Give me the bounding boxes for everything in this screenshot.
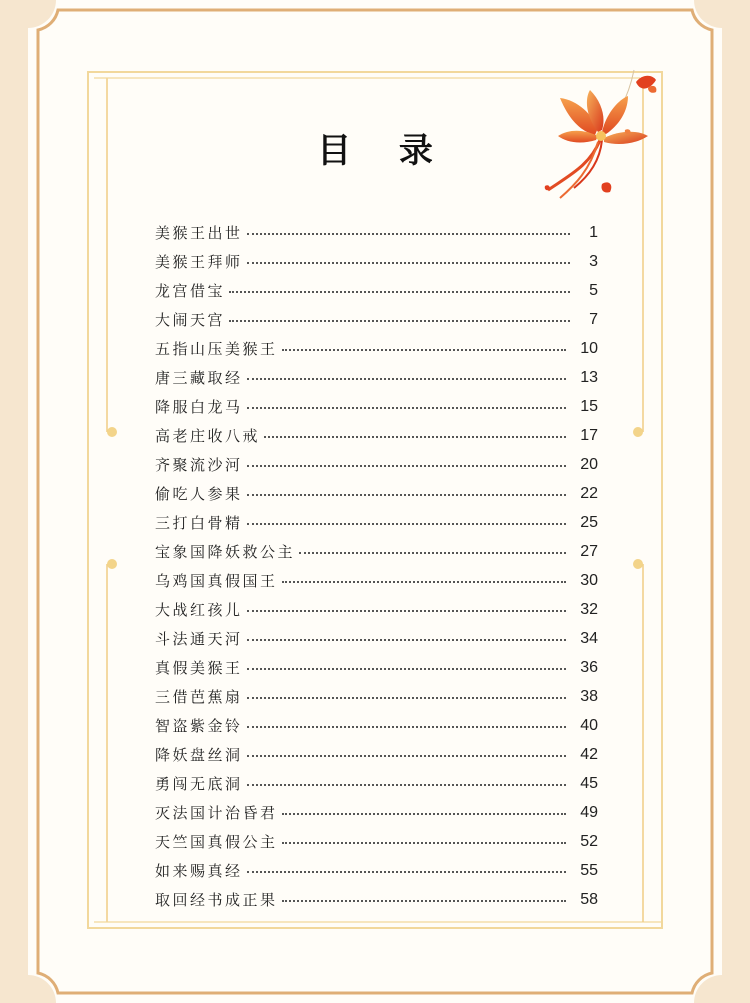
toc-entry-page: 17 bbox=[580, 426, 598, 444]
toc-entry[interactable] bbox=[155, 595, 598, 624]
toc-entry-title: 斗法通天河 bbox=[155, 630, 243, 648]
toc-entry[interactable] bbox=[155, 450, 598, 479]
toc-entry[interactable] bbox=[155, 885, 598, 914]
toc-entry-page: 45 bbox=[580, 774, 598, 792]
toc-entry[interactable] bbox=[155, 247, 598, 276]
toc-entry-title: 天竺国真假公主 bbox=[155, 833, 278, 851]
toc-entry-page: 58 bbox=[580, 890, 598, 908]
toc-entry-leader bbox=[247, 407, 566, 409]
toc-entry-page: 25 bbox=[580, 513, 598, 531]
toc-entry[interactable] bbox=[155, 508, 598, 537]
toc-entry[interactable] bbox=[155, 566, 598, 595]
toc-entry[interactable] bbox=[155, 769, 598, 798]
toc-entry-page: 3 bbox=[589, 252, 598, 270]
toc-entry-title: 勇闯无底洞 bbox=[155, 775, 243, 793]
toc-entry[interactable] bbox=[155, 421, 598, 450]
toc-entry[interactable] bbox=[155, 218, 598, 247]
toc-entry-page: 52 bbox=[580, 832, 598, 850]
toc-entry-page: 40 bbox=[580, 716, 598, 734]
toc-entry-title: 龙宫借宝 bbox=[155, 282, 226, 300]
toc-entry[interactable] bbox=[155, 363, 598, 392]
toc-entry-leader bbox=[247, 726, 566, 728]
toc-entry-page: 20 bbox=[580, 455, 598, 473]
toc-entry-title: 高老庄收八戒 bbox=[155, 427, 261, 445]
toc-entry-leader bbox=[229, 291, 570, 293]
toc-entry-leader bbox=[247, 494, 566, 496]
toc-entry[interactable] bbox=[155, 827, 598, 856]
toc-entry-title: 乌鸡国真假国王 bbox=[155, 572, 278, 590]
toc-entry-page: 13 bbox=[580, 368, 598, 386]
toc-entry-title: 灭法国计治昏君 bbox=[155, 804, 278, 822]
toc-entry-title: 三借芭蕉扇 bbox=[155, 688, 243, 706]
toc-entry[interactable] bbox=[155, 682, 598, 711]
toc-entry-leader bbox=[247, 378, 566, 380]
toc-entry-leader bbox=[247, 233, 570, 235]
toc-entry-title: 智盗紫金铃 bbox=[155, 717, 243, 735]
toc-entry-leader bbox=[247, 871, 566, 873]
toc-entry-leader bbox=[247, 755, 566, 757]
toc-entry-leader bbox=[229, 320, 570, 322]
toc-entry-leader bbox=[282, 581, 566, 583]
toc-entry-leader bbox=[247, 523, 566, 525]
toc-entry-page: 32 bbox=[580, 600, 598, 618]
toc-entry[interactable] bbox=[155, 392, 598, 421]
toc-entry-title: 如来赐真经 bbox=[155, 862, 243, 880]
toc-list bbox=[155, 218, 598, 914]
toc-entry-leader bbox=[264, 436, 566, 438]
toc-entry[interactable] bbox=[155, 740, 598, 769]
toc-entry-page: 30 bbox=[580, 571, 598, 589]
toc-entry-title: 大闹天宫 bbox=[155, 311, 226, 329]
toc-entry[interactable] bbox=[155, 537, 598, 566]
toc-entry-title: 大战红孩儿 bbox=[155, 601, 243, 619]
toc-entry-title: 真假美猴王 bbox=[155, 659, 243, 677]
toc-entry-page: 7 bbox=[589, 310, 598, 328]
toc-entry-page: 36 bbox=[580, 658, 598, 676]
toc-entry-title: 降妖盘丝洞 bbox=[155, 746, 243, 764]
toc-entry[interactable] bbox=[155, 276, 598, 305]
toc-entry-title: 唐三藏取经 bbox=[155, 369, 243, 387]
toc-entry[interactable] bbox=[155, 334, 598, 363]
toc-entry-page: 27 bbox=[580, 542, 598, 560]
toc-entry-page: 1 bbox=[589, 223, 598, 241]
toc-entry-page: 38 bbox=[580, 687, 598, 705]
toc-entry-leader bbox=[247, 668, 566, 670]
toc-entry-page: 22 bbox=[580, 484, 598, 502]
toc-entry-leader bbox=[247, 639, 566, 641]
toc-entry-leader bbox=[247, 784, 566, 786]
toc-entry-title: 五指山压美猴王 bbox=[155, 340, 278, 358]
toc-entry-page: 5 bbox=[589, 281, 598, 299]
toc-entry-page: 10 bbox=[580, 339, 598, 357]
toc-entry[interactable] bbox=[155, 856, 598, 885]
toc-entry-title: 宝象国降妖救公主 bbox=[155, 543, 296, 561]
toc-entry-leader bbox=[247, 465, 566, 467]
toc-entry-title: 美猴王拜师 bbox=[155, 253, 243, 271]
toc-entry-leader bbox=[299, 552, 566, 554]
toc-entry-page: 49 bbox=[580, 803, 598, 821]
toc-entry-leader bbox=[247, 697, 566, 699]
toc-entry-title: 取回经书成正果 bbox=[155, 891, 278, 909]
toc-entry-leader bbox=[282, 813, 566, 815]
toc-entry-title: 三打白骨精 bbox=[155, 514, 243, 532]
toc-entry-leader bbox=[247, 262, 570, 264]
toc-entry-page: 34 bbox=[580, 629, 598, 647]
toc-entry-title: 美猴王出世 bbox=[155, 224, 243, 242]
toc-entry-leader bbox=[282, 349, 566, 351]
toc-entry-page: 15 bbox=[580, 397, 598, 415]
toc-entry[interactable] bbox=[155, 624, 598, 653]
toc-entry-page: 42 bbox=[580, 745, 598, 763]
toc-entry[interactable] bbox=[155, 305, 598, 334]
toc-entry[interactable] bbox=[155, 653, 598, 682]
toc-title: 目 录 bbox=[317, 131, 451, 171]
toc-entry-page: 55 bbox=[580, 861, 598, 879]
toc-entry-leader bbox=[247, 610, 566, 612]
toc-entry-leader bbox=[282, 900, 566, 902]
toc-entry-title: 降服白龙马 bbox=[155, 398, 243, 416]
toc-entry[interactable] bbox=[155, 711, 598, 740]
toc-entry[interactable] bbox=[155, 798, 598, 827]
toc-entry-title: 齐聚流沙河 bbox=[155, 456, 243, 474]
toc-entry[interactable] bbox=[155, 479, 598, 508]
toc-entry-title: 偷吃人参果 bbox=[155, 485, 243, 503]
toc-entry-leader bbox=[282, 842, 566, 844]
